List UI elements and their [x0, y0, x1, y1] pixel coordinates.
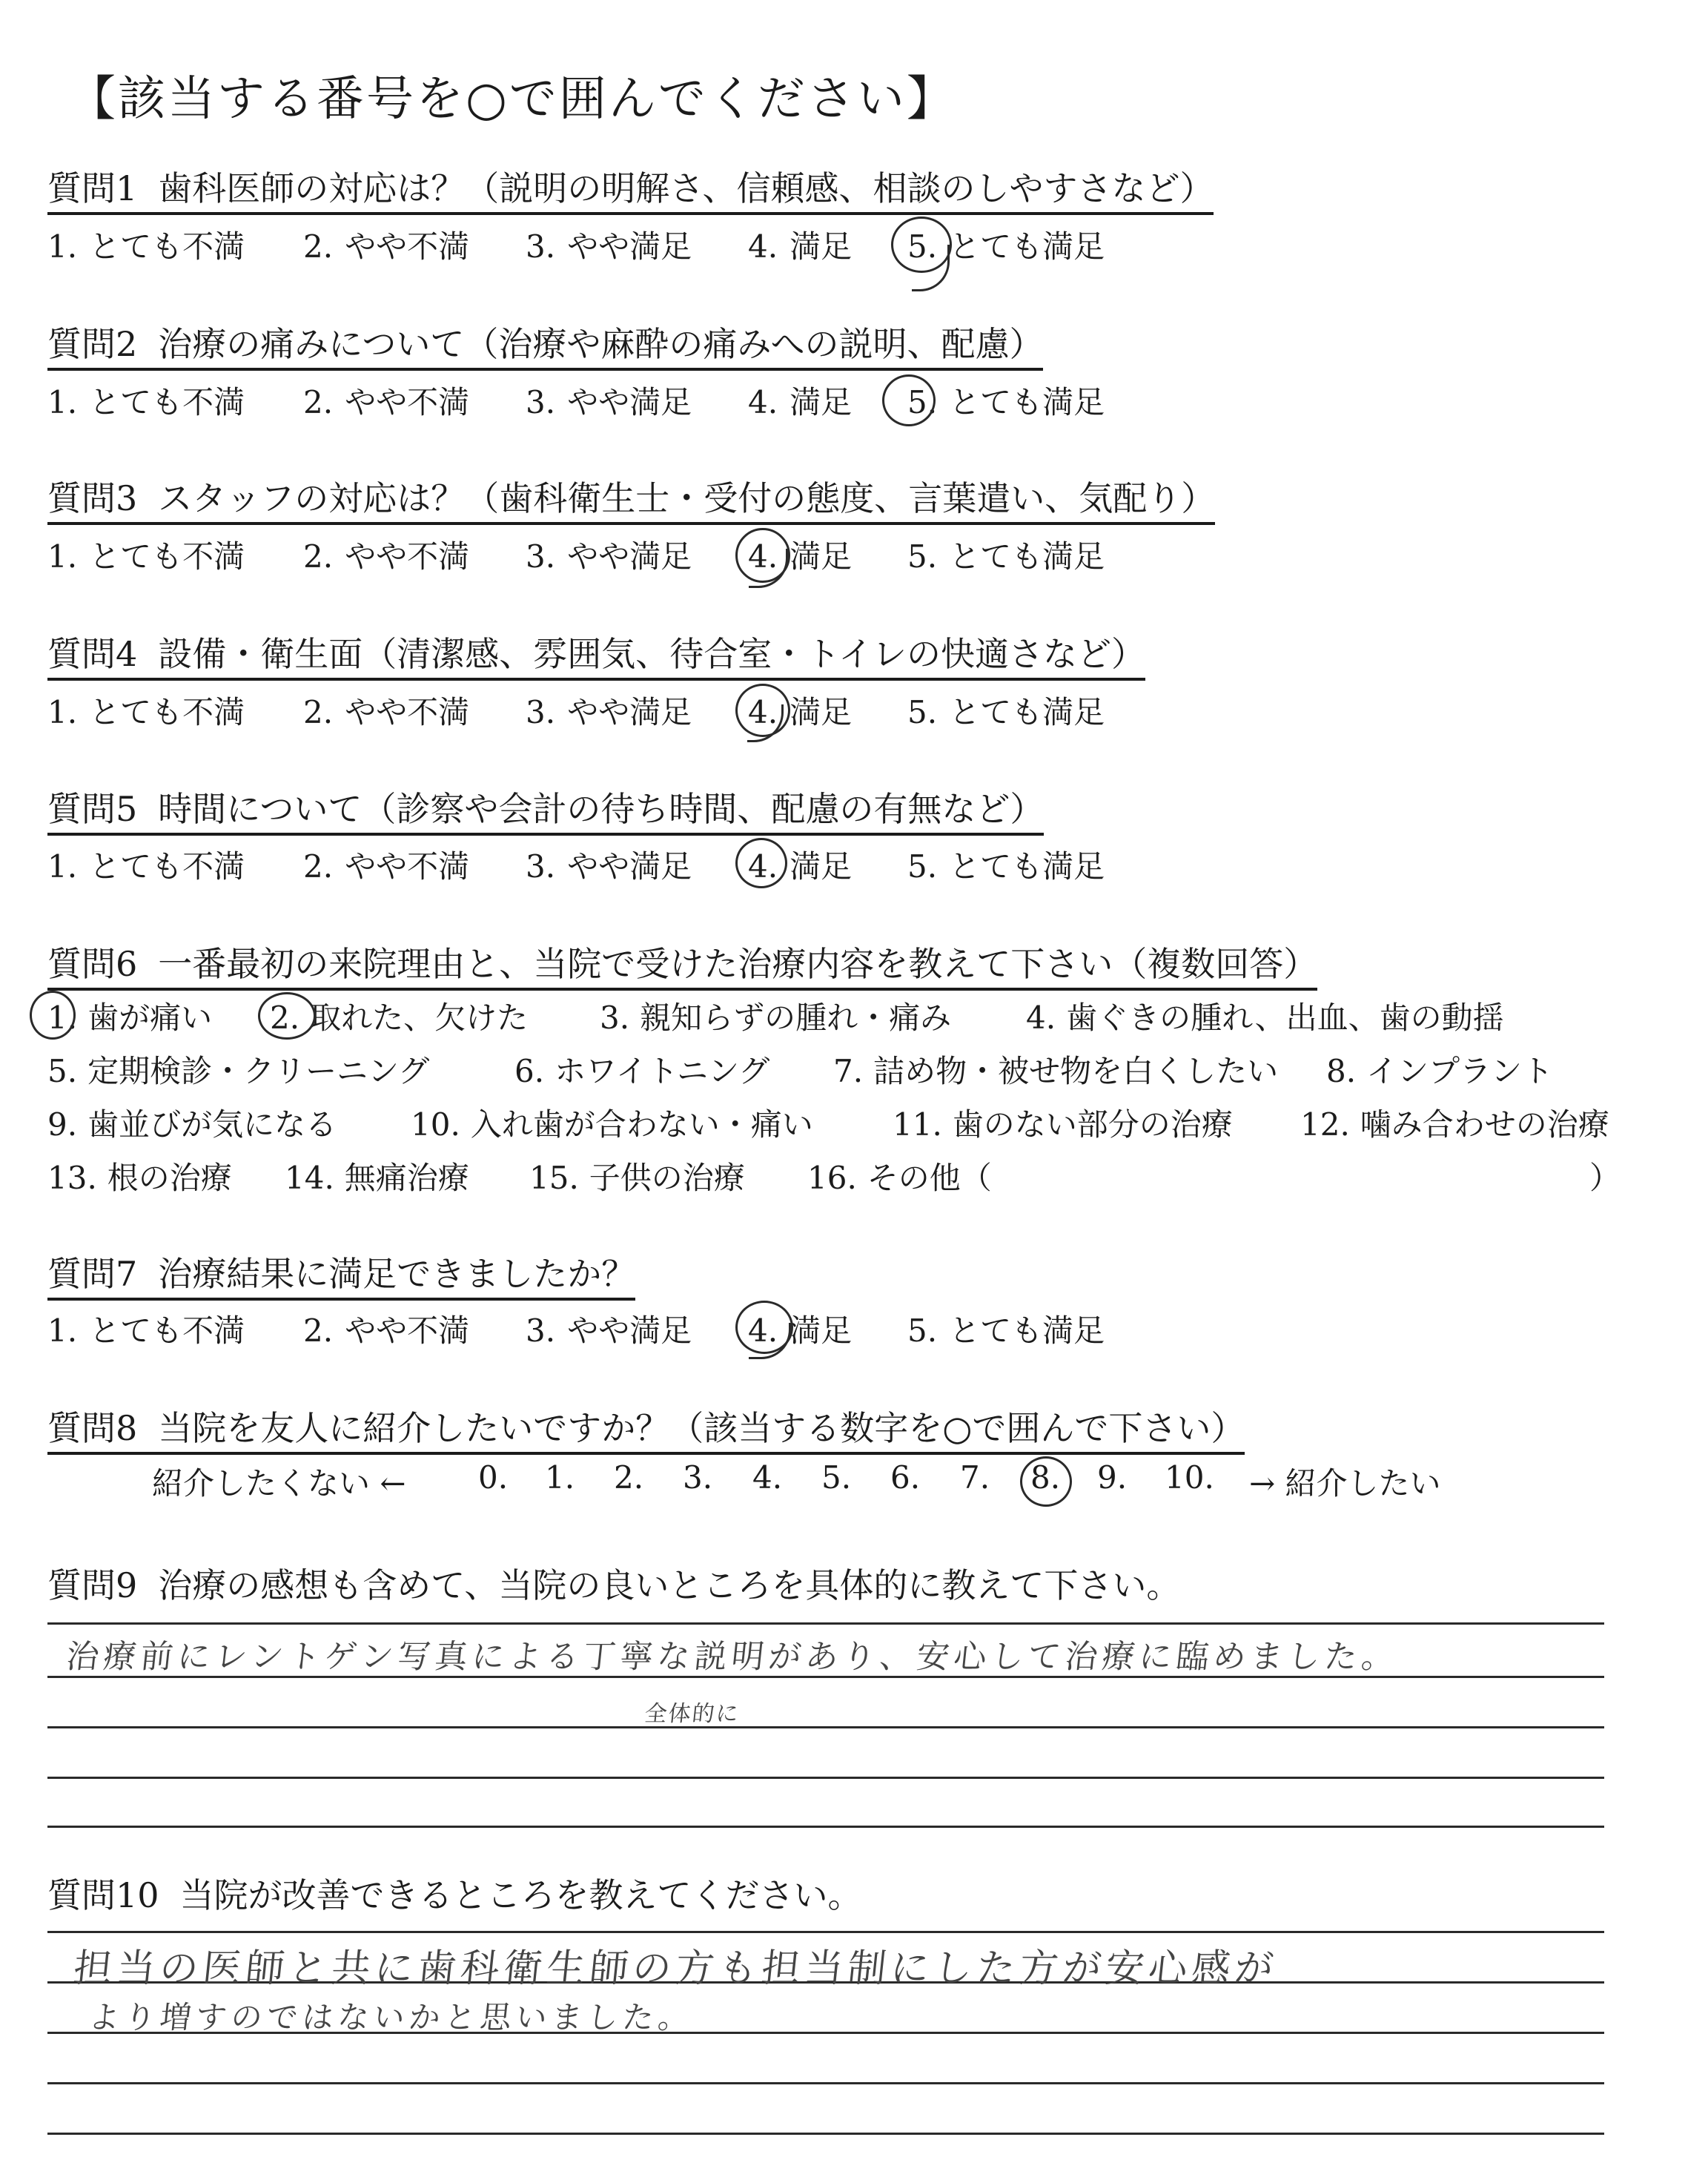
- option-5[interactable]: 5. とても満足: [907, 1312, 1105, 1349]
- question-4-options: [47, 688, 1308, 730]
- option-4[interactable]: 4. 満足: [748, 538, 853, 575]
- answer-line: [47, 2133, 1604, 2135]
- scale-left-label: 紹介したくない ←: [152, 1465, 406, 1502]
- q6-option-4[interactable]: 4. 歯ぐきの腫れ、出血、歯の動揺: [1026, 1000, 1504, 1036]
- answer-line: [47, 1931, 1604, 1933]
- q6-option-8[interactable]: 8. インプラント: [1326, 1053, 1554, 1089]
- scale-7[interactable]: 7.: [960, 1459, 990, 1496]
- option-4[interactable]: 4. 満足: [748, 228, 853, 265]
- option-5[interactable]: 5. とても満足: [907, 384, 1105, 420]
- question-7-options: [47, 1307, 1308, 1348]
- q6-option-2[interactable]: 2. 取れた、欠けた: [270, 1000, 529, 1036]
- question-5-title: 質問5 時間について（診察や会計の待ち時間、配慮の有無など）: [47, 782, 1044, 836]
- answer-line: [47, 1777, 1604, 1779]
- scale-4[interactable]: 4.: [752, 1459, 783, 1496]
- q6-option-10[interactable]: 10. 入れ歯が合わない・痛い: [411, 1106, 813, 1143]
- question-6-row-4: [47, 1154, 1678, 1198]
- question-6-row-1: [47, 994, 1641, 1038]
- question-10-title: 質問10 当院が改善できるところを教えてください。: [47, 1875, 862, 1915]
- option-5[interactable]: 5. とても満足: [907, 848, 1105, 885]
- scale-5[interactable]: 5.: [821, 1459, 852, 1496]
- q6-option-15[interactable]: 15. 子供の治療: [529, 1160, 745, 1196]
- question-number: 質問1: [47, 168, 138, 208]
- question-text: 歯科医師の対応は？（説明の明解さ、信頼感、相談のしやすさなど）: [158, 168, 1214, 208]
- answer-line: [47, 1826, 1604, 1828]
- scale-8[interactable]: 8.: [1030, 1459, 1061, 1496]
- option-2[interactable]: 2. やや不満: [303, 228, 470, 265]
- q6-option-9[interactable]: 9. 歯並びが気になる: [47, 1106, 337, 1143]
- answer-line: [47, 1726, 1604, 1728]
- option-2[interactable]: 2. やや不満: [303, 538, 470, 575]
- scale-0[interactable]: 0.: [478, 1459, 509, 1496]
- option-3[interactable]: 3. やや満足: [526, 694, 692, 730]
- option-3[interactable]: 3. やや満足: [526, 1312, 692, 1349]
- q10-handwritten-answer-line-2: より増すのではないかと思いました。: [87, 1999, 696, 2035]
- q6-option-12[interactable]: 12. 噛み合わせの治療: [1300, 1106, 1609, 1143]
- option-1[interactable]: 1. とても不満: [47, 538, 245, 575]
- q6-option-3[interactable]: 3. 親知らずの腫れ・痛み: [600, 1000, 952, 1036]
- option-5[interactable]: 5. とても満足: [907, 538, 1105, 575]
- q9-handwritten-insert: 全体的に: [643, 1701, 741, 1727]
- q6-option-11[interactable]: 11. 歯のない部分の治療: [893, 1106, 1233, 1143]
- question-3-options: [47, 532, 1308, 574]
- option-3[interactable]: 3. やや満足: [526, 384, 692, 420]
- q6-option-16[interactable]: 16. その他（: [807, 1160, 992, 1196]
- scale-3[interactable]: 3.: [683, 1459, 713, 1496]
- question-2-options: [47, 378, 1308, 420]
- question-1-options: [47, 222, 1308, 264]
- option-4[interactable]: 4. 満足: [748, 694, 853, 730]
- option-3[interactable]: 3. やや満足: [526, 538, 692, 575]
- scale-right-label: → 紹介したい: [1249, 1465, 1441, 1502]
- option-3[interactable]: 3. やや満足: [526, 228, 692, 265]
- option-1[interactable]: 1. とても不満: [47, 694, 245, 730]
- q6-other-close: ）: [1589, 1160, 1621, 1196]
- question-6-row-2: [47, 1047, 1678, 1091]
- option-1[interactable]: 1. とても不満: [47, 228, 245, 265]
- option-4[interactable]: 4. 満足: [748, 1312, 853, 1349]
- scale-1[interactable]: 1.: [545, 1459, 575, 1496]
- option-4[interactable]: 4. 満足: [748, 848, 853, 885]
- q9-handwritten-answer: 治療前にレントゲン写真による丁寧な説明があり、安心して治療に臨めました。: [64, 1638, 1401, 1676]
- question-6-row-3: [47, 1100, 1678, 1145]
- q6-option-7[interactable]: 7. 詰め物・被せ物を白くしたい: [833, 1053, 1279, 1089]
- option-1[interactable]: 1. とても不満: [47, 384, 245, 420]
- option-4[interactable]: 4. 満足: [748, 384, 853, 420]
- question-4-title: 質問4 設備・衛生面（清潔感、雰囲気、待合室・トイレの快適さなど）: [47, 627, 1145, 681]
- q6-option-1[interactable]: 1. 歯が痛い: [47, 1000, 213, 1036]
- question-9-title: 質問9 治療の感想も含めて、当院の良いところを具体的に教えて下さい。: [47, 1565, 1181, 1605]
- q6-option-13[interactable]: 13. 根の治療: [47, 1160, 232, 1196]
- scale-2[interactable]: 2.: [614, 1459, 644, 1496]
- option-1[interactable]: 1. とても不満: [47, 1312, 245, 1349]
- q6-option-5[interactable]: 5. 定期検診・クリーニング: [47, 1053, 430, 1089]
- q6-option-6[interactable]: 6. ホワイトニング: [514, 1053, 770, 1089]
- scale-9[interactable]: 9.: [1097, 1459, 1128, 1496]
- option-5[interactable]: 5. とても満足: [907, 228, 1105, 265]
- question-2-title: 質問2 治療の痛みについて（治療や麻酔の痛みへの説明、配慮）: [47, 317, 1043, 371]
- q6-option-14[interactable]: 14. 無痛治療: [285, 1160, 469, 1196]
- answer-line: [47, 1622, 1604, 1625]
- question-1-title: [47, 162, 1214, 215]
- option-2[interactable]: 2. やや不満: [303, 384, 470, 420]
- option-2[interactable]: 2. やや不満: [303, 694, 470, 730]
- question-8-scale: [152, 1459, 1486, 1504]
- answer-line: [47, 2082, 1604, 2084]
- q10-handwritten-answer-line-1: 担当の医師と共に歯科衛生師の方も担当制にした方が安心感が: [71, 1946, 1280, 1991]
- question-8-title: 質問8 当院を友人に紹介したいですか？（該当する数字を○で囲んで下さい）: [47, 1401, 1245, 1455]
- question-3-title: 質問3 スタッフの対応は？（歯科衛生士・受付の態度、言葉遣い、気配り）: [47, 472, 1215, 525]
- option-1[interactable]: 1. とても不満: [47, 848, 245, 885]
- question-7-title: 質問7 治療結果に満足できましたか？: [47, 1247, 635, 1301]
- question-5-options: [47, 842, 1308, 884]
- option-3[interactable]: 3. やや満足: [526, 848, 692, 885]
- scale-6[interactable]: 6.: [890, 1459, 921, 1496]
- page-title: 【該当する番号を○で囲んでください】: [68, 72, 956, 127]
- option-2[interactable]: 2. やや不満: [303, 848, 470, 885]
- option-2[interactable]: 2. やや不満: [303, 1312, 470, 1349]
- option-5[interactable]: 5. とても満足: [907, 694, 1105, 730]
- scale-10[interactable]: 10.: [1165, 1459, 1214, 1496]
- question-6-title: 質問6 一番最初の来院理由と、当院で受けた治療内容を教えて下さい（複数回答）: [47, 937, 1317, 991]
